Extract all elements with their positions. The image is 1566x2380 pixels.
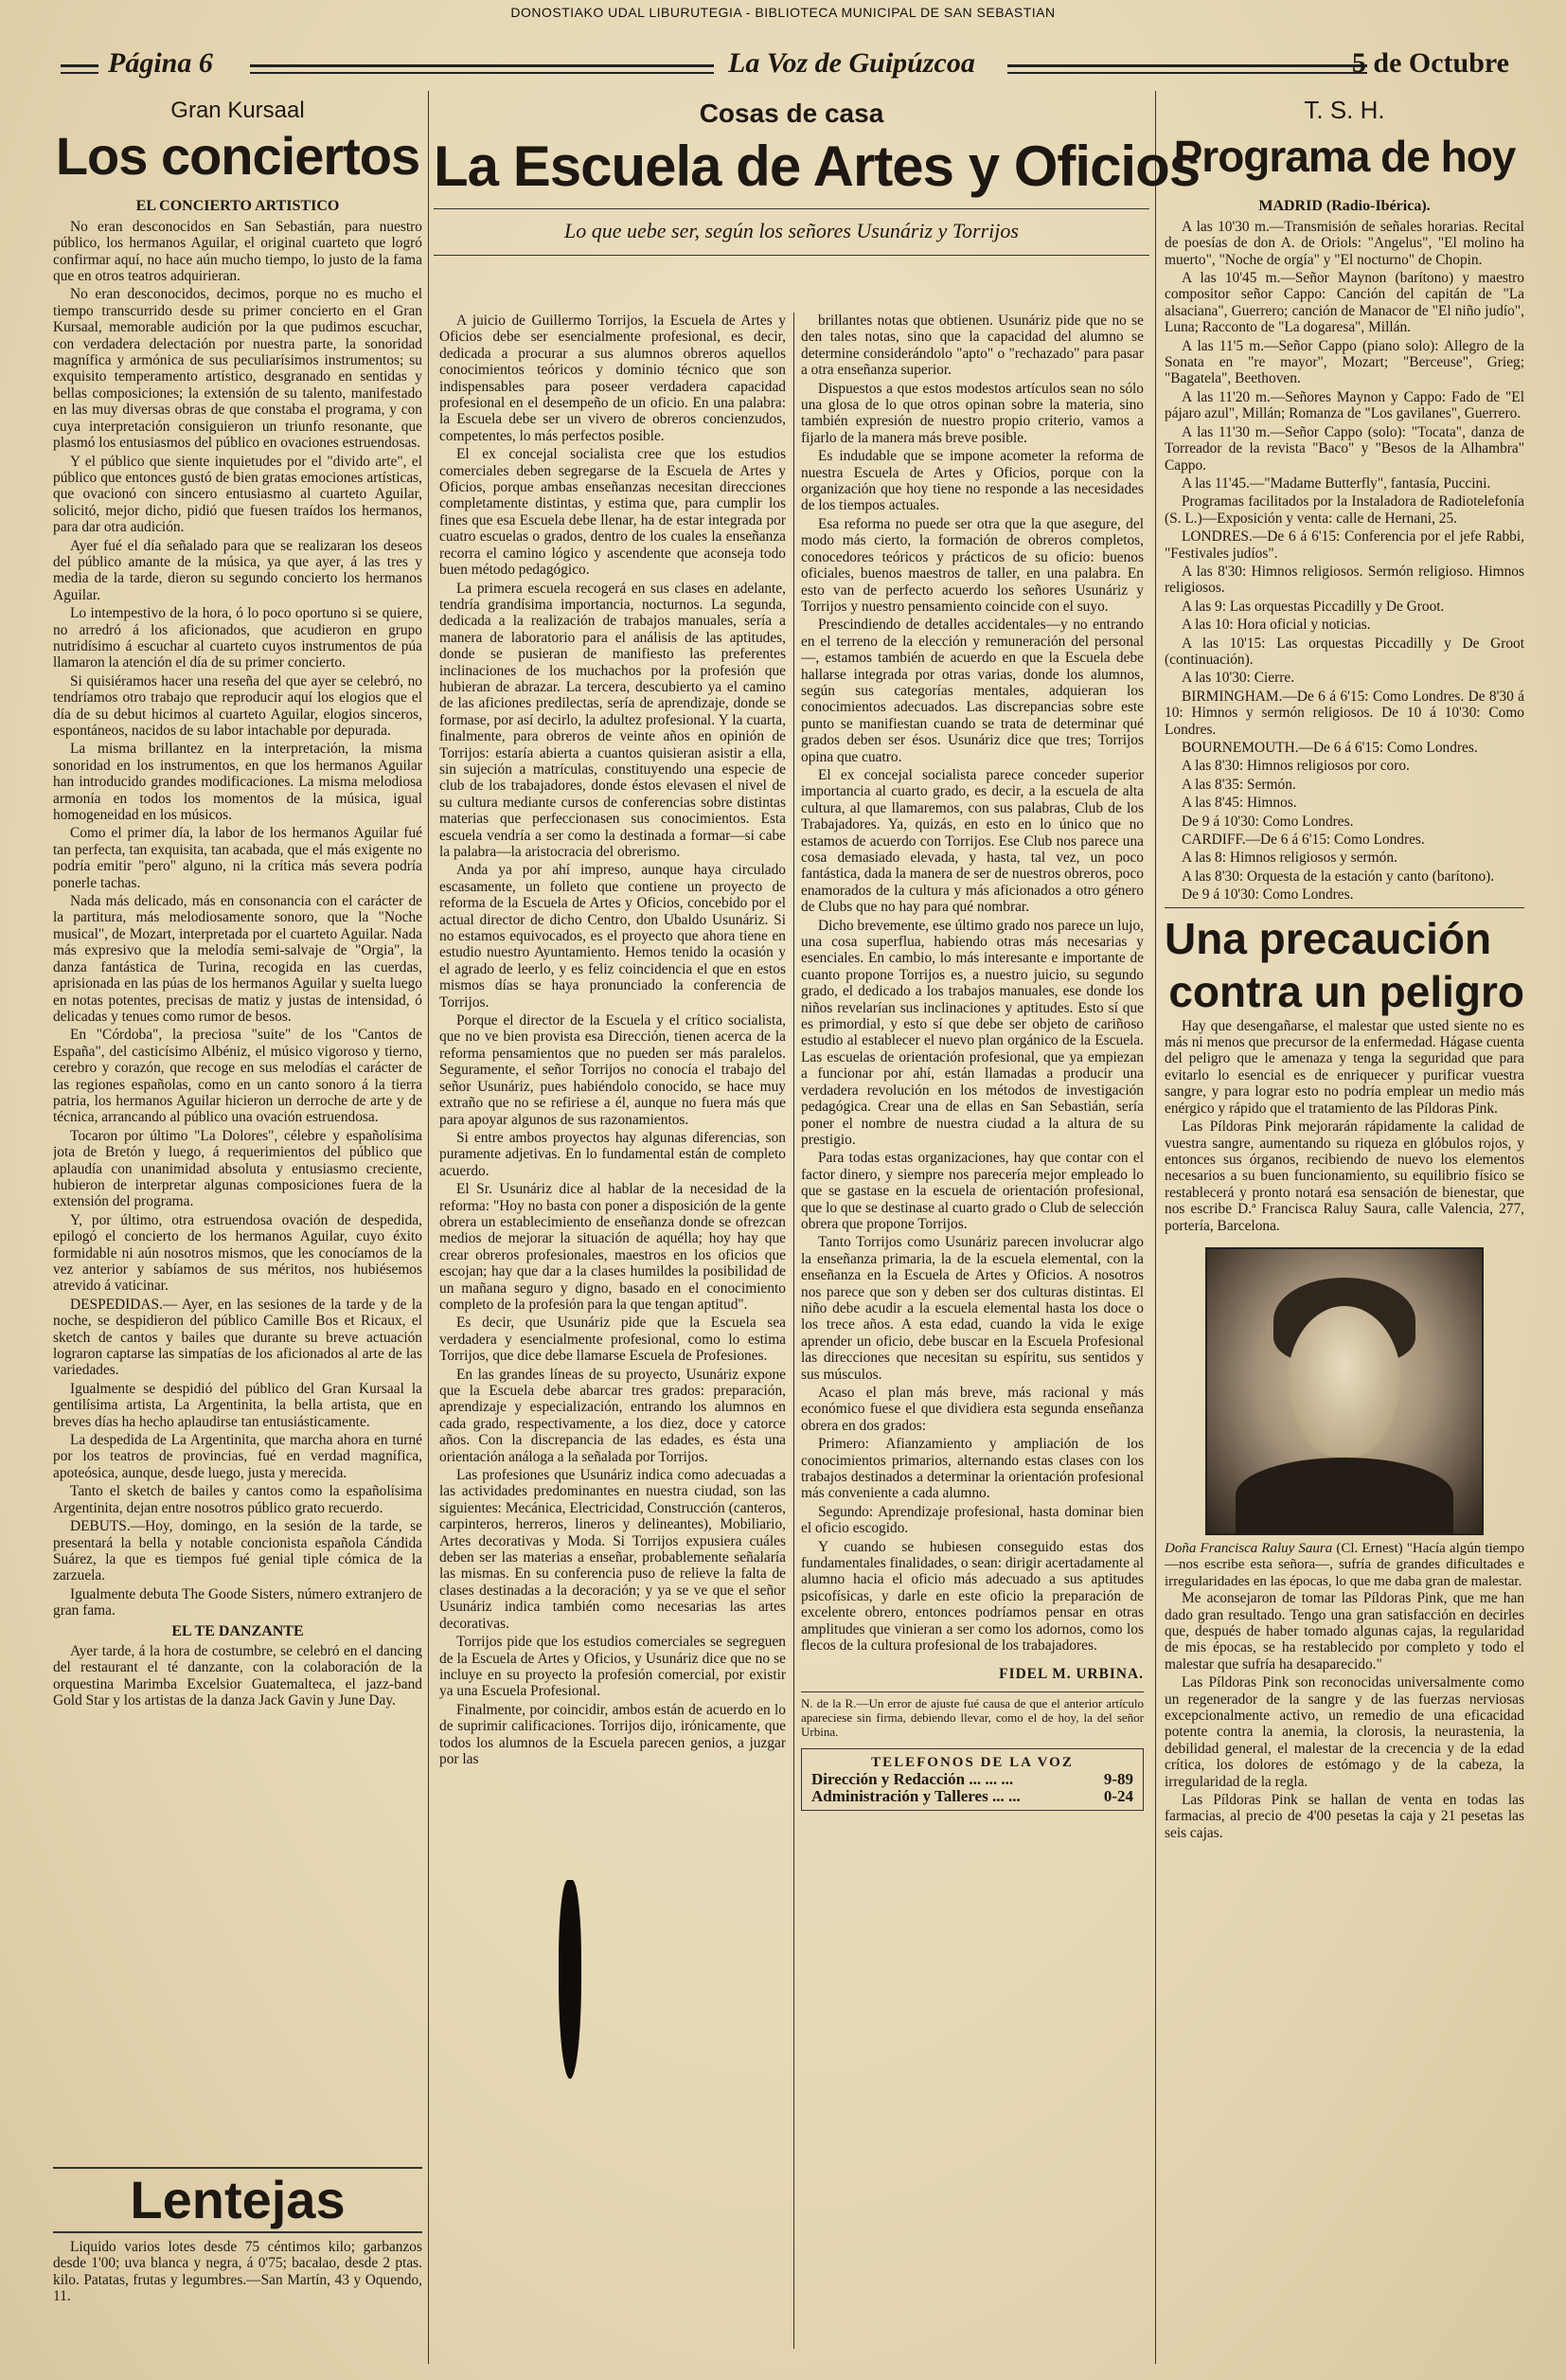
- caption-text: (Cl. Ernest) "Hacía algún tiempo—nos escribe esta señora—, sufría de grandes dificultades e irregularidades en las épocas, lo que me daba gran de malestar.: [1165, 1540, 1524, 1589]
- ad-paragraph: Hay que desengañarse, el malestar que usted siente no es más ni menos que precursor de la enfermedad. Hágase cuenta del peligro que le amenaza y tenga la seguridad que para evitarlo lo esencial es de enriquecer y purificar vuestra sangre, y para lograr esto no podría emplear un medio más enérgico y rápido que el tratamiento de las Píldoras Pink.: [1165, 1017, 1524, 1117]
- article-paragraph: Tanto Torrijos como Usunáriz parecen involucrar algo la enseñanza primaria, la de la escuela elemental, con la enseñanza en la Escuela de Artes y Oficios. A nosotros nos parece que son y deben ser dos culturas distintas. El niño debe acudir a la escuela elemental hasta los doce o los trece años. A esta edad, cuando la vida le exige aprender un oficio, debe buscar en la Escuela Profesional las direcciones que necesitan su espíritu, sus sentidos y sus músculos.: [801, 1234, 1144, 1383]
- column-divider: [1155, 91, 1156, 2364]
- program-entry: De 9 á 10'30: Como Londres.: [1182, 813, 1354, 830]
- program-entry: A las 11'20 m.—Señores Maynon y Cappo: Fado de "El pájaro azul", Millán; Romanza de "Los gavilanes", Guerrero.: [1165, 388, 1524, 422]
- column-divider: [428, 91, 429, 2364]
- article-paragraph: El ex concejal socialista parece conceder superior importancia al cuarto grado, es decir, a la escuela de alta cultura, al que llamaremos, con sus palabras, Club de los Trabajadores. Ya, quizás, en esto en lo único que no estamos de acuerdo con Torrijos. Ese Club nos parece una cosa demasiado elevada, y hasta, tal vez, un poco fantástica, dada la manera de ser de nuestros obreros, poco enamorados de la cultura y más aficionados a otro género de Clubs que no hay para qué nombrar.: [801, 766, 1144, 916]
- program-entry: A las 8'45: Himnos.: [1182, 795, 1297, 812]
- program-entry: A las 8: Himnos religiosos y sermón.: [1182, 850, 1397, 867]
- phone-label: Administración y Talleres ... ...: [811, 1786, 1021, 1805]
- lentejas-text: Liquido varios lotes desde 75 céntimos kilo; garbanzos desde 1'00; uva blanca y negra, á 0'75; bacalao, desde 2 ptas. kilo. Patatas, frutas y legumbres.—San Martín, 43 y Oquendo, 11.: [53, 2239, 422, 2305]
- article-paragraph: Si quisiéramos hacer una reseña del que ayer se celebró, no tendríamos otro trabajo que reproducir aquí los elogios que el día de su debut hicimos al cuarteto Aguilar, elogios sinceros, espontáneos, nacidos de su labor intachable por depurada.: [53, 672, 422, 739]
- article-paragraph: La misma brillantez en la interpretación, la misma sonoridad en los instrumentos, en que los hermanos Aguilar han introducido grandes modificaciones. La misma melodiosa armonía en todos los momentos de la música, igual homogeneidad en los músicos.: [53, 741, 422, 824]
- center-subheadline: Lo que uebe ser, según los señores Usunáriz y Torrijos: [564, 219, 1019, 242]
- center-headline: La Escuela de Artes y Oficios: [434, 134, 1201, 198]
- pink-pills-ad-body: [1165, 1018, 1524, 1234]
- phone-label: Dirección y Redacción ... ... ...: [811, 1770, 1014, 1789]
- phones-title: TELEFONOS DE LA VOZ: [871, 1754, 1074, 1770]
- ad-paragraph: Las Píldoras Pink son reconocidas universalmente como un regenerador de la sangre y de las fuerzas nerviosas excepcionalmente activo, un remedio de una eficacidad potente contra la anemia, la clorosis, la neurastenia, la debilidad general, el malestar de la crecencia y de la edad crítica, los dolores de estómago y de la cabeza, la irregularidad de la regla.: [1165, 1674, 1524, 1790]
- program-entry: A las 8'30: Himnos religiosos por coro.: [1182, 758, 1410, 775]
- program-entry: BOURNEMOUTH.—De 6 á 6'15: Como Londres.: [1182, 740, 1478, 756]
- paper-name: La Voz de Guipúzcoa: [728, 47, 975, 79]
- article-paragraph: Tocaron por último "La Dolores", célebre y españolísima jota de Bretón y luego, á requerimientos del público que aplaudía con unanimidad absoluta y entusiasmo creciente, hubieron de interpretar algunas composiciones fuera de la extensión del programa.: [53, 1127, 422, 1210]
- portrait-face: [1288, 1306, 1401, 1458]
- column-divider: [793, 313, 794, 2349]
- article-paragraph: Igualmente debuta The Goode Sisters, número extranjero de gran fama.: [53, 1585, 422, 1619]
- program-entry: De 9 á 10'30: Como Londres.: [1182, 886, 1354, 904]
- left-column: [53, 95, 422, 2159]
- ink-stain: [559, 1880, 581, 2079]
- ad-paragraph: Las Píldoras Pink se hallan de venta en todas las farmacias, al precio de 4'00 pesetas la caja y 21 pesetas las seis cajas.: [1165, 1792, 1524, 1841]
- article-paragraph: Torrijos pide que los estudios comerciales se segreguen de la Escuela de Artes y Oficios, y Usunáriz dice que no se incluye en su proyecto la profesión comercial, por existir ya una Escuela Profesional.: [439, 1634, 786, 1700]
- archive-header: DONOSTIAKO UDAL LIBURUTEGIA - BIBLIOTECA MUNICIPAL DE SAN SEBASTIAN: [510, 5, 1056, 20]
- phone-row: [811, 1788, 1133, 1804]
- article-paragraph: El ex concejal socialista cree que los estudios comerciales deben segregarse de la Escuela de Artes y Oficios, porque ambas enseñanzas necesitan direcciones completamente distintas, y estima que, para cumplir los fines que esa Escuela debe llenar, ha de estar integrada por cuatro escuelas o grados, dentro de los cuales la enseñanza recorra el camino lógico y ascendente que aconseja todo buen método pedagógico.: [439, 446, 786, 579]
- masthead-rule: [1007, 64, 1367, 74]
- program-entry: A las 8'30: Orquesta de la estación y canto (barítono).: [1182, 868, 1495, 885]
- portrait-caption: [1165, 1541, 1524, 1590]
- phone-number: 0-24: [1103, 1786, 1133, 1805]
- rule: [434, 208, 1149, 209]
- program-entry: A las 11'45.—"Madame Butterfly", fantasía, Puccini.: [1182, 474, 1491, 492]
- program-entry: A las 8'35: Sermón.: [1182, 776, 1296, 793]
- program-entry: A las 10: Hora oficial y noticias.: [1182, 617, 1371, 634]
- left-kicker: Gran Kursaal: [170, 98, 305, 123]
- center-col2-body: [801, 313, 1144, 1655]
- te-danzante-paragraph: Ayer tarde, á la hora de costumbre, se celebró en el dancing del restaurant el té danzante, con la colaboración de la orquestina Marimba Excelsior Guatemalteca, el jazz-band Gold Star y los artistas de la danza Jack Gavin y June Day.: [53, 1642, 422, 1709]
- article-signature: FIDEL M. URBINA.: [999, 1665, 1144, 1682]
- article-paragraph: brillantes notas que obtienen. Usunáriz pide que no se den tales notas, sino que la capacidad del alumno se determine considerándolo "apto" o "rechazado" para pasar a otra enseñanza superior.: [801, 313, 1144, 379]
- article-paragraph: Tanto el sketch de bailes y cantos como la españolísima Argentinita, dejan entre nosotros público grato recuerdo.: [53, 1483, 422, 1516]
- program-entry: BIRMINGHAM.—De 6 á 6'15: Como Londres. De 8'30 á 10: Himnos y sermón religiosos. De 10 á 10'30: Como Londres.: [1165, 688, 1524, 738]
- article-paragraph: La primera escuela recogerá en sus clases en adelante, tendría grandísima importancia, nocturnos. La segunda, dedicada a la realización de trabajos manuales, sería a manera de laboratorio para el análisis de las aptitudes, donde se pusieran de manifiesto las preferentes inclinaciones de los muchachos por la profesión que hubieran de abrazar. La tercera, descubierto ya el camino de las aficiones predilectas, sería de aprendizaje, donde se formase, por así decirlo, la adultez profesional. Y la cuarta, finalmente, para obreros de veinte años en opinión de Torrijos: estaría abierta a cuantos quisieran asistir a ella, sin sujeción a matrículas, constituyendo una especie de club de los trabajadores, donde éstos elevasen el nivel de su cultura mediante cursos de conferencias sobre distintas materias que perfeccionasen sus conocimientos. Esta escuela vendría a ser como la destinada a formar—si cabe la palabra—la aristocracia del obrerismo.: [439, 580, 786, 860]
- program-entry: A las 10'30: Cierre.: [1182, 670, 1295, 687]
- program-entry: CARDIFF.—De 6 á 6'15: Como Londres.: [1182, 832, 1425, 849]
- article-paragraph: Finalmente, por coincidir, ambos están de acuerdo en lo de suprimir calificaciones. Torrijos dijo, irónicamente, que todos los alumnos de la Escuela parecen genios, a juzgar por las: [439, 1701, 786, 1767]
- article-paragraph: Dicho brevemente, ese último grado nos parece un lujo, una cosa superflua, habiendo otras más necesarias y esenciales. En cambio, lo más interesante e importante de cuanto propone Torrijos es, a nuestro juicio, su segundo grado, el dedicado a los trabajos manuales, ese donde los niños revelarían sus inclinaciones y aptitudes. Esto sí que es primordial, y esto sí que debe ser objeto de cariñoso estudio al establecer el nuevo plan orgánico de la Escuela. Las escuelas de orientación profesional, que ya empiezan a funcionar por ahí, están llamadas a producir una verdadera revolución en los métodos de investigación pedagógica. Crear una de ellas en San Sebastián, sería poner el nombre de nuestra ciudad a la altura de su prestigio.: [801, 917, 1144, 1148]
- article-paragraph: La despedida de La Argentinita, que marcha ahora en turné por los teatros de provincias, fué en verdad magnífica, apoteósica, aunque, desde luego, justa y merecida.: [53, 1432, 422, 1481]
- program-entry: A las 10'30 m.—Transmisión de señales horarias. Recital de poesías de don A. de Oriols: "Angelus", "El molino ha muerto", "Noche de orgía" y "El nocturno" de Chopin.: [1165, 218, 1524, 268]
- left-subsection-title: EL TE DANZANTE: [171, 1622, 304, 1639]
- program-entry: A las 11'5 m.—Señor Cappo (piano solo): Allegro de la Sonata en "re mayor", Mozart; "Berceuse", Grieg; "Bagatela", Beethoven.: [1165, 337, 1524, 387]
- program-entry: A las 10'45 m.—Señor Maynon (barítono) y maestro compositor señor Cappo: Canción del capitán de "La alsaciana", Guerrero; canción de Manacor de "El niño judío", Luna; Racconto de "La dogaresa", Millán.: [1165, 270, 1524, 336]
- left-article-body: [53, 219, 422, 1619]
- article-paragraph: Porque el director de la Escuela y el crítico socialista, que no ve bien provista esa Dirección, tienen acerca de la reforma pensamientos que no pueden ser más paralelos. Seguramente, el señor Torrijos no conocía el trabajo del señor Usunáriz, pues habiéndolo conocido, se hace muy extraño que no se refiriese a él, aunque no fuera más que para apoyar algunos de sus razonamientos.: [439, 1012, 786, 1128]
- article-paragraph: Las profesiones que Usunáriz indica como adecuadas a las actividades predominantes en nuestra ciudad, son las siguientes: Mecánica, Electricidad, Construcción (canteros, carpinteros, herreros, lineros y delineantes), Mobiliario, Artes decorativas y Moda. Si Torrijos expusiera cuáles deben ser las materias a enseñar, probablemente señalaría las mismas. En su conferencia puso de relieve la falta de clases destinadas a la decoración; y ya se ve que el señor Usunáriz indica también como necesarias las artes decorativas.: [439, 1467, 786, 1632]
- article-paragraph: En las grandes líneas de su proyecto, Usunáriz expone que la Escuela debe abarcar tres grados: preparación, aprendizaje y especialización, entrando los alumnos en cada grado, respectivamente, a los diez, doce y catorce años. Con la discrepancia de las edades, es ésta una orientación análoga a la señalada por Torrijos.: [439, 1366, 786, 1465]
- right-column: [1165, 95, 1524, 2358]
- center-column-2: [801, 313, 1144, 2358]
- program-entry: A las 9: Las orquestas Piccadilly y De Groot.: [1182, 598, 1445, 615]
- pink-pills-ad-body-2: [1165, 1590, 1524, 1841]
- caption-name: Doña Francisca Raluy Saura: [1165, 1540, 1333, 1556]
- article-paragraph: No eran desconocidos, decimos, porque no es mucho el tiempo transcurrido desde su primer concierto en el Gran Kursaal, memorable audición por la que pudimos escuchar, con verdadera delectación por nuestra parte, la sonoridad magnífica y armónica de sus peculiarísimos instrumentos; su exquisito temperamento artístico, desgranado en sentidas y bellas composiciones; la extensión de su talento, manifestado en las muy diversas obras de que constaba el programa, y con cuya interpretación consiguieron un triunfo resonante, que plasmó los entusiasmos del público en ovaciones estruendosas.: [53, 286, 422, 452]
- lentejas-ad: [53, 2167, 422, 2337]
- article-paragraph: Ayer fué el día señalado para que se realizaran los deseos del público amante de la música, ya que ayer, á las tres y media de la tarde, dieron su segundo concierto los hermanos Aguilar.: [53, 537, 422, 603]
- page-number: Página 6: [108, 47, 213, 79]
- rule: [434, 255, 1149, 256]
- article-paragraph: Anda ya por ahí impreso, aunque haya circulado escasamente, un folleto que contiene un proyecto de reforma de la Escuela de Artes y Oficios, concebido por el actual director de dicho Centro, don Ubaldo Usunáriz. Si no estamos equivocados, es el proyecto que ahora tiene en estudio nuestro Ayuntamiento. Hemos tenido la ocasión y el agrado de leerlo, y es feliz coincidencia el que en estos mismos días se haya pronunciado la conferencia de Torrijos.: [439, 862, 786, 1011]
- article-paragraph: Esa reforma no puede ser otra que la que asegure, del modo más cierto, la formación de obreros completos, conocedores teóricos y prácticos de su oficio: buenos oficiales, buenos maestros de taller, en una palabra. En esto van de perfecto acuerdo los señores Usunáriz y Torrijos y nuestro pensamiento coincide con el suyo.: [801, 515, 1144, 615]
- article-paragraph: Nada más delicado, más en consonancia con el carácter de la partitura, más melodiosamente sonoro, que la "Noche musical", de Mozart, interpretada por el cuarteto Aguilar. Nada más expresivo que la melodía semi-salvaje de "Orgia", la danza fantástica de Turina, recogida en las cuerdas, aprisionada en las púas de los hermanos Aguilar y suelta luego en notas potentes, precisas de matiz y justas de intensidad, ó delicadas y tenues como rumor de besos.: [53, 893, 422, 1025]
- program-entry: A las 10'15: Las orquestas Piccadilly y De Groot (continuación).: [1165, 635, 1524, 668]
- article-paragraph: El Sr. Usunáriz dice al hablar de la necesidad de la reforma: "Hoy no basta con poner a disposición de la gente obrera un establecimiento de enseñanza donde se ofrezcan medios de mejorar la situación de aquélla; hoy hay que crear obreros profesionales, maestros en los oficios que escojan; hay que dar a la clases humildes la posibilidad de un mañana seguro y digno, basado en el conocimiento completo de la profesión para la que tengan aptitud".: [439, 1181, 786, 1313]
- ad-headline-1: Una precaución: [1165, 913, 1492, 963]
- right-kicker: T. S. H.: [1304, 96, 1385, 124]
- article-paragraph: Lo intempestivo de la hora, ó lo poco oportuno si se quiere, no arredró á los aficionados, que acudieron en grupo nutridísimo á escuchar al cuarteto cuyos instrumentos de púa llamaron la atención el día de su primer concierto.: [53, 605, 422, 671]
- radio-program-list: [1165, 219, 1524, 904]
- article-paragraph: Es decir, que Usunáriz pide que la Escuela sea verdadera y esencialmente profesional, como lo estima Torrijos, que dice debe llamarse Escuela de Profesiones.: [439, 1315, 786, 1365]
- article-paragraph: Si entre ambos proyectos hay algunas diferencias, son puramente adjetivas. En lo fundamental están de completo acuerdo.: [439, 1129, 786, 1179]
- phone-row: [811, 1771, 1133, 1787]
- editor-note: N. de la R.—Un error de ajuste fué causa de que el anterior artículo apareciese sin firma, debiendo llevar, como el de hoy, la del señor Urbina.: [801, 1691, 1144, 1739]
- article-paragraph: Para todas estas organizaciones, hay que contar con el factor dinero, y siempre nos parecería mejor empleado lo que se gastase en la escuela de orientación profesional, que lo que se destinase al cuarto grado o Club de selección obrera que propone Torrijos.: [801, 1150, 1144, 1232]
- article-paragraph: Como el primer día, la labor de los hermanos Aguilar fué tan perfecta, tan exquisita, tan acabada, que el más exigente no podría emitir "pero" alguno, ni la crítica más severa podría ponerle tachas.: [53, 825, 422, 891]
- masthead-rule: [250, 64, 714, 74]
- station-title: MADRID (Radio-Ibérica).: [1258, 198, 1431, 215]
- phone-number: 9-89: [1103, 1770, 1133, 1789]
- rule: [1165, 907, 1524, 908]
- center-column-1: [439, 313, 786, 2358]
- article-paragraph: Igualmente se despidió del público del Gran Kursaal la gentilísima artista, La Argentinita, la bella artista, que en breves días ha hecho aplaudirse tan entusiásticamente.: [53, 1380, 422, 1430]
- program-entry: Programas facilitados por la Instaladora de Radiotelefonía (S. L.)—Exposición y venta: calle de Hernani, 25.: [1165, 493, 1524, 527]
- article-paragraph: Acaso el plan más breve, más racional y más económico fuese el que dividiera esta segunda enseñanza obrera en dos grados:: [801, 1385, 1144, 1434]
- article-paragraph: DEBUTS.—Hoy, domingo, en la sesión de la tarde, se presentará la bella y notable concionista española Cándida Suárez, la que es tiempos fué genial tiple cómica de la zarzuela.: [53, 1518, 422, 1584]
- center-col1-body: [439, 313, 786, 1767]
- article-paragraph: DESPEDIDAS.— Ayer, en las sesiones de la tarde y de la noche, se despidieron del público Camille Bos et Ricaux, el sketch de cantos y bailes que durante su breve actuación lograron captarse las simpatías de los aficionados al arte de las variedades.: [53, 1296, 422, 1379]
- article-paragraph: No eran desconocidos en San Sebastián, para nuestro público, los hermanos Aguilar, el original cuarteto que logró confirmar aquí, no hace aún mucho tiempo, lo justo de la fama que en otros teatros adquirieran.: [53, 218, 422, 285]
- portrait-photo: [1205, 1247, 1484, 1535]
- article-paragraph: Es indudable que se impone acometer la reforma de nuestra Escuela de Artes y Oficios, porque con la organización que hoy tiene no responde a las necesidades de los tiempos actuales.: [801, 448, 1144, 514]
- article-paragraph: A juicio de Guillermo Torrijos, la Escuela de Artes y Oficios debe ser esencialmente profesional, es decir, dedicada a procurar a sus alumnos obreros aquellos conocimientos teóricos y dominio técnico que son indispensables para poseer verdadera capacidad profesional en el desempeño de un oficio. En una palabra: la Escuela debe ser un vivero de obreros concienzudos, competentes, lo más perfectos posible.: [439, 313, 786, 444]
- lentejas-title: Lentejas: [53, 2167, 422, 2233]
- program-entry: A las 11'30 m.—Señor Cappo (solo): "Tocata", danza de Torreador de la revista "Baco" y "Besos de la Alhambra" Cappo.: [1165, 423, 1524, 474]
- article-paragraph: Y cuando se hubiesen conseguido estas dos fundamentales finalidades, o sean: dirigir acertadamente al alumno hacia el oficio más adecuado a sus aptitudes psicofísicas, y darle en este oficio la preparación de excelente obrero, entonces podríamos pensar en otras amplitudes que vinieran a ser como los adornos, como los flecos de la cultura profesional de los trabajadores.: [801, 1538, 1144, 1655]
- article-paragraph: En "Córdoba", la preciosa "suite" de los "Cantos de España", del casticísimo Albéniz, el músico vigoroso y tierno, cerebro y corazón, que recoge en sus melodías el carácter de las regiones españolas, como en un canto sonoro á la tierra patria, los hermanos Aguilar hicieron un derroche de arte y de técnica, arrancando al público una ovación estruendosa.: [53, 1027, 422, 1126]
- right-headline: Programa de hoy: [1173, 132, 1516, 182]
- phones-box: [801, 1748, 1144, 1811]
- masthead: [61, 47, 1538, 85]
- left-section-title: EL CONCIERTO ARTISTICO: [135, 198, 340, 215]
- article-paragraph: Primero: Afianzamiento y ampliación de los conocimientos primarios, alternando estas clases con los trabajos destinados a determinar la orientación profesional más conveniente a cada alumno.: [801, 1436, 1144, 1502]
- portrait-body: [1236, 1458, 1453, 1533]
- left-headline: Los conciertos: [55, 126, 420, 187]
- article-paragraph: Dispuestos a que estos modestos artículos sean no sólo una glosa de lo que otros opinan sobre la materia, sino también expresión de nuestro propio criterio, vamos a fijarlo de la manera más breve posible.: [801, 380, 1144, 446]
- article-paragraph: Y, por último, otra estruendosa ovación de despedida, epilogó el concierto de los hermanos Aguilar, cuyo éxito formidable ni aún nosotros mismos, que les conocíamos de la vez anterior y sabíamos de sus méritos, nos hubiésemos atrevido á vaticinar.: [53, 1211, 422, 1295]
- program-entry: A las 8'30: Himnos religiosos. Sermón religioso. Himnos religiosos.: [1165, 563, 1524, 597]
- article-paragraph: Segundo: Aprendizaje profesional, hasta dominar bien el oficio escogido.: [801, 1503, 1144, 1537]
- ad-headline-2: contra un peligro: [1168, 966, 1524, 1016]
- masthead-rule: [61, 64, 98, 74]
- center-article-header: [434, 91, 1201, 259]
- program-entry: LONDRES.—De 6 á 6'15: Conferencia por el jefe Rabbi, "Festivales judíos".: [1165, 528, 1524, 562]
- center-kicker: Cosas de casa: [699, 98, 884, 128]
- article-paragraph: Prescindiendo de detalles accidentales—y no entrando en el terreno de la elección y remuneración del personal—, estamos también de acuerdo en que la Escuela debe hallarse integrada por otras varias, donde los alumnos, según sus categorías mentales, adquieran los conocimientos adecuados. Las discrepancias sobre este punto se manifiestan cuando se trata de determinar qué grados deben ser ésos. Usunáriz dice que tres; Torrijos opina que cuatro.: [801, 617, 1144, 765]
- issue-date: 5 de Octubre: [1351, 47, 1509, 79]
- ad-paragraph: Las Píldoras Pink mejorarán rápidamente la calidad de vuestra sangre, aumentando su riqueza en glóbulos rojos, y entonces sus órganos, recibiendo de nuevo los elementos necesarios a su buen funcionamiento, su equilibrio físico se restablecerá y pronto notará esa sensación de bienestar, que nos escribe D.ª Francisca Raluy Saura, calle Valencia, 277, portería, Barcelona.: [1165, 1118, 1524, 1234]
- ad-paragraph: Me aconsejaron de tomar las Píldoras Pink, que me han dado gran resultado. Tengo una gran satisfacción en decirles que, después de haber tomado algunas cajas, la regularidad de mis épocas, se ha restablecido por completo y todo el malestar que sufría ha desaparecido.": [1165, 1590, 1524, 1673]
- article-paragraph: Y el público que siente inquietudes por el "divido arte", el público que entonces gustó de bien gratas emociones artísticas, que ovacionó con sincero entusiasmo al cuarteto Aguilar, solicitó, mejor dicho, pidió que fuesen traídos los hermanos, para dar otra audición.: [53, 453, 422, 536]
